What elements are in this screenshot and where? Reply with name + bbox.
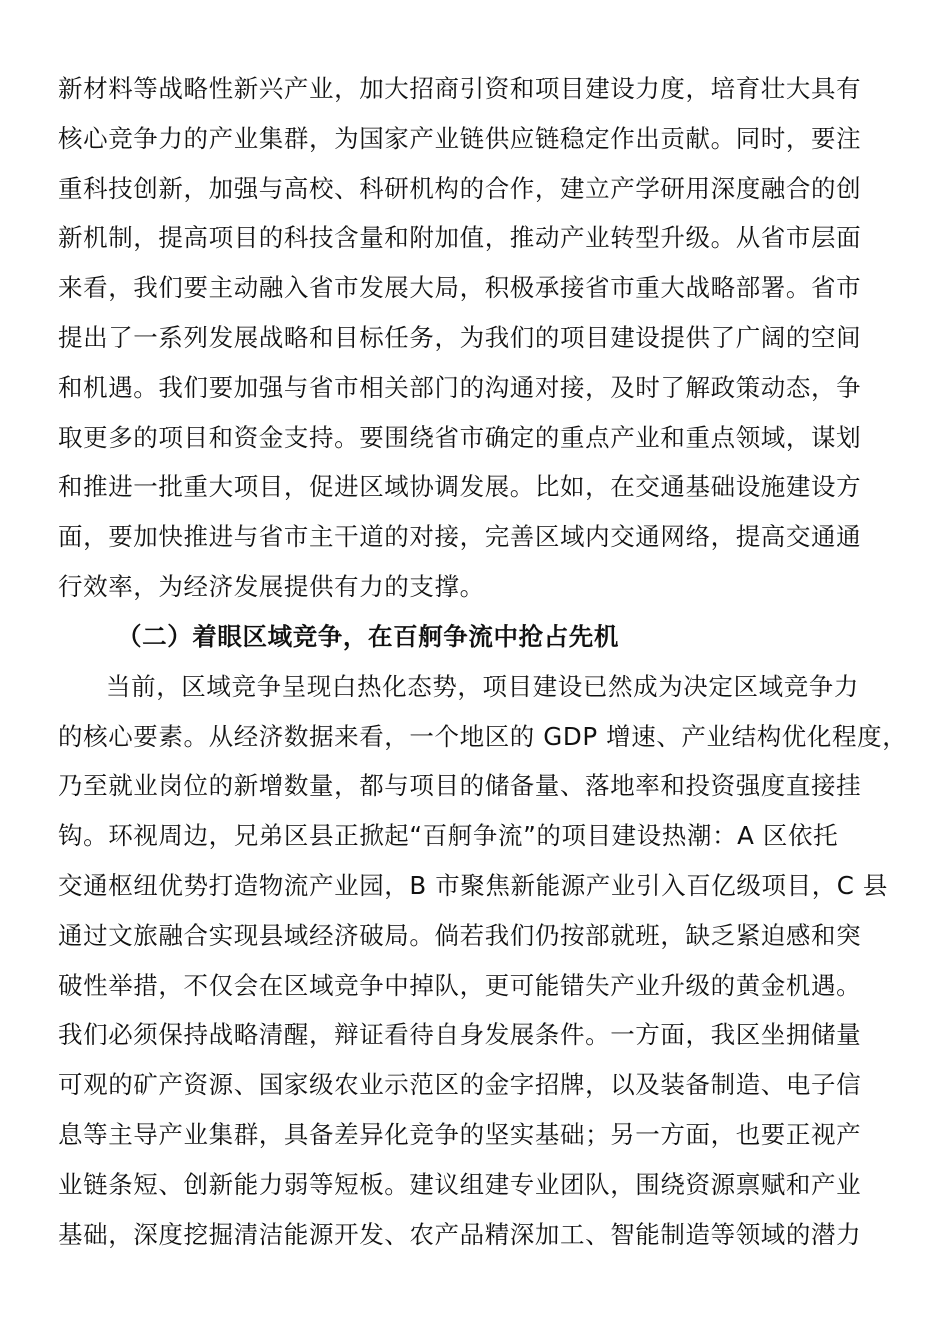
text-line: 来看，我们要主动融入省市发展大局，积极承接省市重大战略部署。省市 — [58, 273, 862, 303]
text-line: 重科技创新，加强与高校、科研机构的合作，建立产学研用深度融合的创 — [58, 173, 862, 203]
text-line: 和推进一批重大项目，促进区域协调发展。比如，在交通基础设施建设方 — [58, 472, 862, 502]
text-line: 乃至就业岗位的新增数量，都与项目的储备量、落地率和投资强度直接挂 — [58, 771, 862, 801]
paragraph-continued — [58, 64, 898, 612]
text-line: 核心竞争力的产业集群，为国家产业链供应链稳定作出贡献。同时，要注 — [58, 123, 862, 153]
text-line: 基础，深度挖掘清洁能源开发、农产品精深加工、智能制造等领域的潜力 — [58, 1219, 862, 1249]
text-line: 和机遇。我们要加强与省市相关部门的沟通对接，及时了解政策动态，争 — [58, 372, 862, 402]
text-line: 业链条短、创新能力弱等短板。建议组建专业团队，围绕资源禀赋和产业 — [58, 1169, 862, 1199]
text-line: 新机制，提高项目的科技含量和附加值，推动产业转型升级。从省市层面 — [58, 223, 862, 253]
text-line: 破性举措，不仅会在区域竞争中掉队，更可能错失产业升级的黄金机遇。 — [58, 970, 862, 1000]
text-line: 息等主导产业集群，具备差异化竞争的坚实基础；另一方面，也要正视产 — [58, 1119, 862, 1149]
text-line: 当前，区域竞争呈现白热化态势，项目建设已然成为决定区域竞争力 — [106, 671, 859, 701]
text-line: 面，要加快推进与省市主干道的对接，完善区域内交通网络，提高交通通 — [58, 522, 862, 552]
text-line: 交通枢纽优势打造物流产业园，B 市聚焦新能源产业引入百亿级项目，C 县 — [58, 870, 888, 900]
text-line: 可观的矿产资源、国家级农业示范区的金字招牌，以及装备制造、电子信 — [58, 1070, 862, 1100]
text-line: 提出了一系列发展战略和目标任务，为我们的项目建设提供了广阔的空间 — [58, 322, 862, 352]
text-line: 钩。环视周边，兄弟区县正掀起“百舸争流”的项目建设热潮：A 区依托 — [58, 821, 839, 851]
text-line: 通过文旅融合实现县域经济破局。倘若我们仍按部就班，缺乏紧迫感和突 — [58, 920, 862, 950]
text-line: 新材料等战略性新兴产业，加大招商引资和项目建设力度，培育壮大具有 — [58, 74, 862, 103]
text-line: 我们必须保持战略清醒，辩证看待自身发展条件。一方面，我区坐拥储量 — [58, 1020, 862, 1050]
text-line: 的核心要素。从经济数据来看，一个地区的 GDP 增速、产业结构优化程度， — [58, 721, 908, 751]
text-line: 取更多的项目和资金支持。要围绕省市确定的重点产业和重点领域，谋划 — [58, 422, 862, 452]
paragraph-regional-competition — [58, 662, 908, 1260]
section-heading: （二）着眼区域竞争，在百舸争流中抢占先机 — [117, 622, 619, 651]
text-line: 行效率，为经济发展提供有力的支撑。 — [58, 571, 485, 601]
